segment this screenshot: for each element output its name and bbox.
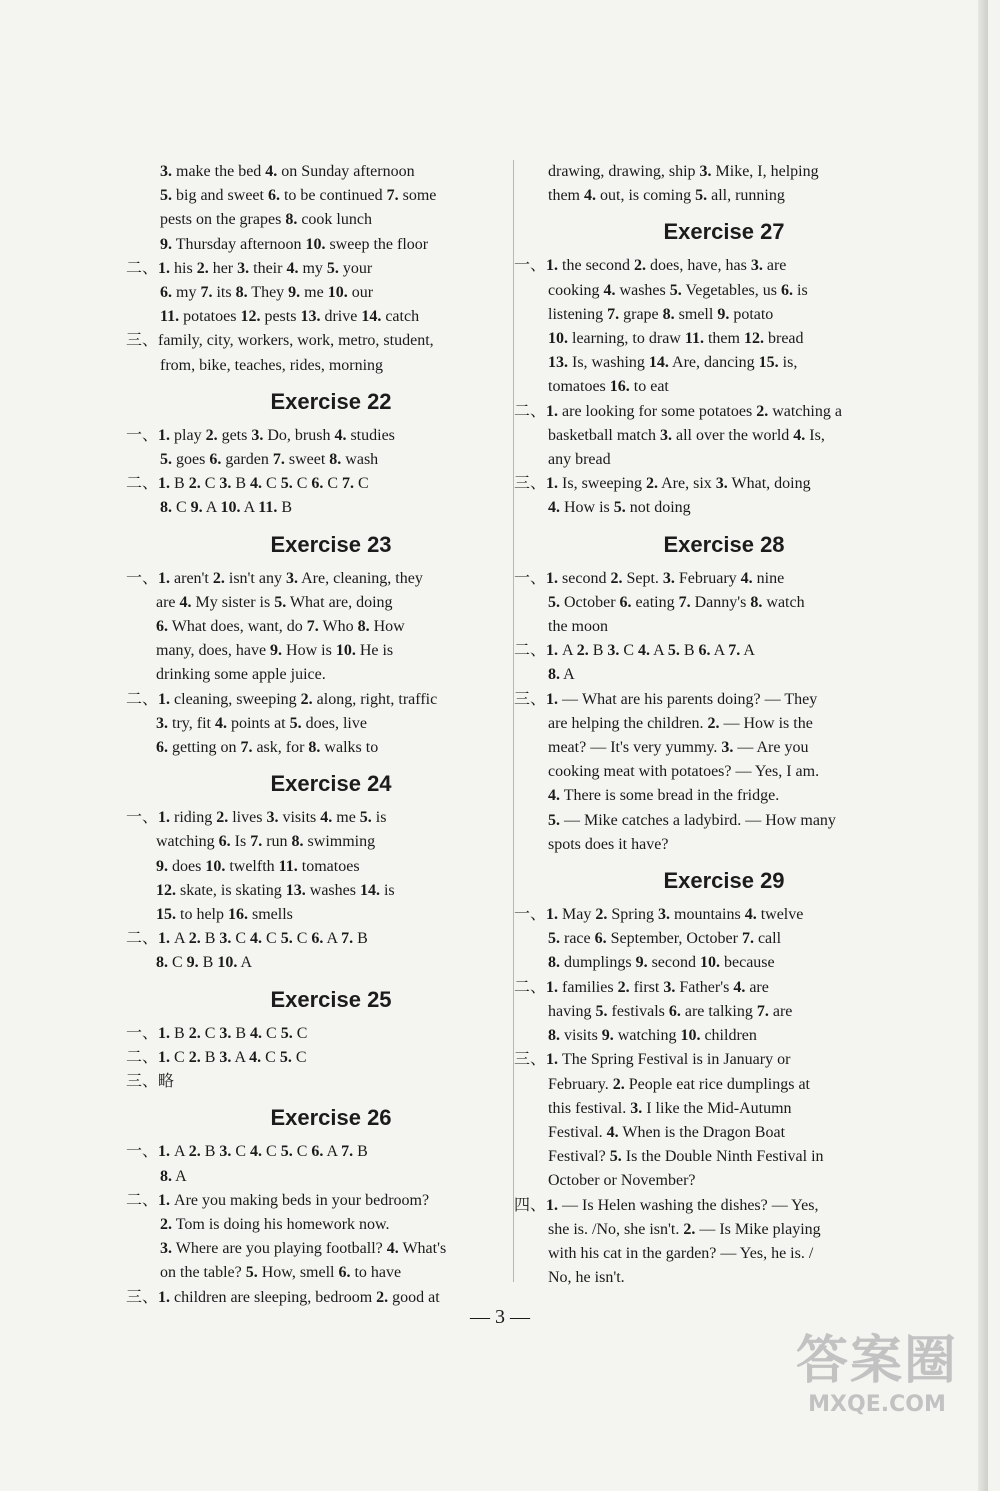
answer-line: 二、1. C 2. B 3. A 4. C 5. C bbox=[126, 1048, 307, 1066]
answer-line: 一、1. play 2. gets 3. Do, brush 4. studies bbox=[126, 426, 395, 444]
answer-line: tomatoes 16. to eat bbox=[548, 378, 669, 396]
left-column bbox=[126, 160, 506, 1310]
answer-line: 15. to help 16. smells bbox=[156, 906, 293, 924]
answer-line: 二、1. are looking for some potatoes 2. watching a bbox=[514, 402, 842, 420]
exercise-title: Exercise 25 bbox=[270, 986, 392, 1012]
answer-line: are 4. My sister is 5. What are, doing bbox=[156, 593, 393, 611]
exercise-title: Exercise 26 bbox=[270, 1105, 392, 1131]
answer-line: 5. goes 6. garden 7. sweet 8. wash bbox=[160, 451, 379, 469]
answer-line: 二、1. B 2. C 3. B 4. C 5. C 6. C 7. C bbox=[126, 475, 369, 493]
answer-line: 5. big and sweet 6. to be continued 7. some bbox=[160, 187, 437, 205]
answer-line: 9. does 10. twelfth 11. tomatoes bbox=[156, 857, 360, 875]
answer-line: 一、1. second 2. Sept. 3. February 4. nine bbox=[514, 569, 785, 587]
answer-line: Festival. 4. When is the Dragon Boat bbox=[548, 1123, 786, 1141]
answer-line: Festival? 5. Is the Double Ninth Festival in bbox=[548, 1148, 824, 1166]
answer-line: meat? — It's very yummy. 3. — Are you bbox=[548, 739, 809, 757]
answer-line: this festival. 3. I like the Mid-Autumn bbox=[548, 1099, 792, 1117]
answer-line: October or November? bbox=[548, 1172, 696, 1190]
answer-line: 8. A bbox=[548, 666, 575, 684]
answer-line: 5. race 6. September, October 7. call bbox=[548, 930, 782, 948]
exercise-title: Exercise 29 bbox=[663, 868, 785, 894]
answer-line: No, he isn't. bbox=[548, 1269, 625, 1287]
answer-line: 二、1. A 2. B 3. C 4. A 5. B 6. A 7. A bbox=[514, 642, 755, 660]
answer-line: from, bike, teaches, rides, morning bbox=[160, 356, 384, 374]
answer-line: 12. skate, is skating 13. washes 14. is bbox=[156, 881, 395, 899]
answer-line: 6. What does, want, do 7. Who 8. How bbox=[156, 618, 405, 636]
answer-line: cooking meat with potatoes? — Yes, I am. bbox=[548, 763, 820, 781]
answer-line: 8. C 9. B 10. A bbox=[156, 954, 253, 972]
answer-line: 5. October 6. eating 7. Danny's 8. watch bbox=[548, 593, 805, 611]
answer-line: pests on the grapes 8. cook lunch bbox=[160, 211, 372, 229]
column-divider bbox=[513, 160, 514, 1282]
answer-line: on the table? 5. How, smell 6. to have bbox=[160, 1264, 402, 1282]
answer-line: 10. learning, to draw 11. them 12. bread bbox=[548, 330, 804, 348]
page-number: — 3 — bbox=[470, 1306, 530, 1328]
answer-line: 三、family, city, workers, work, metro, student, bbox=[126, 332, 434, 350]
answer-line: she is. /No, she isn't. 2. — Is Mike playing bbox=[548, 1220, 821, 1238]
answer-line: many, does, have 9. How is 10. He is bbox=[156, 642, 394, 660]
exercise-title: Exercise 28 bbox=[663, 531, 785, 557]
watermark-url: MXQE.COM bbox=[808, 1392, 946, 1417]
right-column bbox=[514, 160, 900, 1290]
answer-line: 11. potatoes 12. pests 13. drive 14. catch bbox=[160, 308, 420, 326]
answer-line: 3. Where are you playing football? 4. What's bbox=[160, 1240, 447, 1258]
answer-line: 13. Is, washing 14. Are, dancing 15. is, bbox=[548, 354, 798, 372]
answer-line: cooking 4. washes 5. Vegetables, us 6. is bbox=[548, 281, 808, 299]
watermark-logo: 答案圈 bbox=[795, 1331, 958, 1391]
answer-line: 4. There is some bread in the fridge. bbox=[548, 787, 780, 805]
answer-line: 一、1. riding 2. lives 3. visits 4. me 5. is bbox=[126, 809, 387, 827]
answer-line: 二、1. families 2. first 3. Father's 4. are bbox=[514, 978, 769, 996]
answer-line: 二、1. his 2. her 3. their 4. my 5. your bbox=[126, 259, 373, 277]
answer-line: 二、1. A 2. B 3. C 4. C 5. C 6. A 7. B bbox=[126, 930, 368, 948]
answer-line: 3. try, fit 4. points at 5. does, live bbox=[156, 714, 367, 732]
exercise-title: Exercise 27 bbox=[663, 219, 785, 245]
answer-line: 6. getting on 7. ask, for 8. walks to bbox=[156, 739, 379, 757]
answer-line: 一、1. the second 2. does, have, has 3. are bbox=[514, 257, 787, 275]
answer-line: them 4. out, is coming 5. all, running bbox=[548, 187, 785, 205]
answer-line: 一、1. May 2. Spring 3. mountains 4. twelve bbox=[514, 906, 804, 924]
answer-line: 8. visits 9. watching 10. children bbox=[548, 1027, 757, 1045]
answer-line: 二、1. cleaning, sweeping 2. along, right, traffic bbox=[126, 690, 438, 708]
answer-line: 三、1. Is, sweeping 2. Are, six 3. What, doing bbox=[514, 475, 811, 493]
answer-line: 2. Tom is doing his homework now. bbox=[160, 1215, 390, 1233]
answer-line: 三、1. children are sleeping, bedroom 2. good at bbox=[126, 1288, 440, 1306]
page-edge bbox=[978, 0, 988, 1491]
answer-line: having 5. festivals 6. are talking 7. are bbox=[548, 1002, 793, 1020]
answer-line: watching 6. Is 7. run 8. swimming bbox=[156, 833, 376, 851]
answer-line: 一、1. aren't 2. isn't any 3. Are, cleaning, they bbox=[126, 569, 423, 587]
answer-line: 8. A bbox=[160, 1167, 187, 1185]
answer-line: 四、1. — Is Helen washing the dishes? — Yes, bbox=[514, 1196, 819, 1214]
answer-line: drinking some apple juice. bbox=[156, 666, 326, 684]
answer-line: 三、1. — What are his parents doing? — They bbox=[514, 690, 818, 708]
answer-line: spots does it have? bbox=[548, 835, 669, 853]
watermark bbox=[782, 1331, 972, 1441]
answer-line: 4. How is 5. not doing bbox=[548, 499, 691, 517]
answer-line: 一、1. B 2. C 3. B 4. C 5. C bbox=[126, 1024, 308, 1042]
answer-line: 8. dumplings 9. second 10. because bbox=[548, 954, 775, 972]
answer-line: 8. C 9. A 10. A 11. B bbox=[160, 499, 293, 517]
exercise-title: Exercise 23 bbox=[270, 531, 392, 557]
exercise-title: Exercise 24 bbox=[270, 771, 392, 797]
answer-line: 6. my 7. its 8. They 9. me 10. our bbox=[160, 284, 374, 302]
answer-line: 三、1. The Spring Festival is in January or bbox=[514, 1051, 791, 1069]
answer-line: 二、1. Are you making beds in your bedroom? bbox=[126, 1191, 430, 1209]
answer-line: February. 2. People eat rice dumplings at bbox=[548, 1075, 810, 1093]
exercise-title: Exercise 22 bbox=[270, 388, 392, 414]
answer-line: basketball match 3. all over the world 4. Is, bbox=[548, 426, 825, 444]
answer-line: with his cat in the garden? — Yes, he is. / bbox=[548, 1244, 814, 1262]
answer-line: listening 7. grape 8. smell 9. potato bbox=[548, 305, 774, 323]
answer-line: 一、1. A 2. B 3. C 4. C 5. C 6. A 7. B bbox=[126, 1143, 368, 1161]
answer-line: are helping the children. 2. — How is the bbox=[548, 714, 813, 732]
answer-line: any bread bbox=[548, 451, 611, 469]
answer-line: 9. Thursday afternoon 10. sweep the floor bbox=[160, 235, 429, 253]
answer-line: the moon bbox=[548, 618, 608, 636]
answer-line: drawing, drawing, ship 3. Mike, I, helping bbox=[548, 163, 819, 180]
answer-line: 5. — Mike catches a ladybird. — How many bbox=[548, 811, 836, 829]
answer-line: 3. make the bed 4. on Sunday afternoon bbox=[160, 163, 415, 180]
answer-line: 三、略 bbox=[126, 1073, 175, 1091]
